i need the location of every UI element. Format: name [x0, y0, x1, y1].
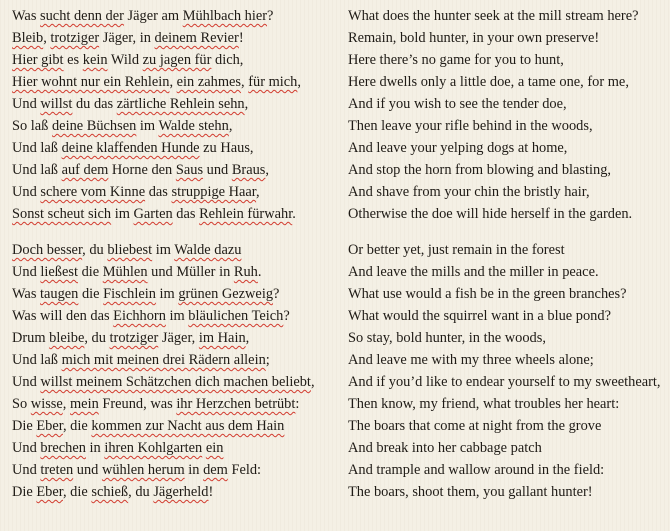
german-verse-line: Und willst du das zärtliche Rehlein sehn,	[12, 96, 249, 112]
english-verse-line: And break into her cabbage patch	[348, 440, 542, 456]
spellcheck-flagged-word[interactable]: kommen zur Nacht aus dem Hain	[91, 418, 285, 434]
english-verse-line: Here there’s no game for you to hunt,	[348, 52, 564, 68]
spellcheck-flagged-word[interactable]: bläulichen Teich	[188, 308, 284, 324]
german-verse-line: Was will den das Eichhorn im bläulichen Teich?	[12, 308, 290, 324]
german-verse-line: Drum bleibe, du trotziger Jäger, im Hain,	[12, 330, 250, 346]
spellcheck-flagged-word[interactable]: Fischlein	[103, 286, 156, 302]
german-verse-line: Und brechen in ihren Kohlgarten ein	[12, 440, 224, 456]
spellcheck-flagged-word[interactable]: Sonst scheut sich	[12, 206, 112, 222]
german-verse-line: So wisse, mein Freund, was ihr Herzchen betrübt:	[12, 396, 300, 412]
spellcheck-flagged-word[interactable]: Mühlen	[102, 264, 148, 280]
spellcheck-flagged-word[interactable]: trotziger	[50, 30, 100, 46]
spellcheck-flagged-word[interactable]: ihr Herzchen betrübt	[176, 396, 296, 412]
english-stanza-2	[348, 239, 666, 503]
spellcheck-flagged-word[interactable]: willst	[40, 96, 73, 112]
english-verse-line: Then leave your rifle behind in the woods,	[348, 118, 593, 134]
spellcheck-flagged-word[interactable]: wisse	[30, 396, 63, 412]
spellcheck-flagged-word[interactable]: Bleib	[12, 30, 44, 46]
spellcheck-flagged-word[interactable]: taugen	[40, 286, 79, 302]
spellcheck-flagged-word[interactable]: zärtliche Rehlein sehn	[116, 96, 245, 112]
spellcheck-flagged-word[interactable]: ihren Kohlgarten	[104, 440, 203, 456]
spellcheck-flagged-word[interactable]: Eber	[36, 484, 63, 500]
english-column	[348, 5, 666, 503]
spellcheck-flagged-word[interactable]: schieß	[91, 484, 129, 500]
spellcheck-flagged-word[interactable]: struppige Haar	[171, 184, 257, 200]
english-verse-line: And leave the mills and the miller in peace.	[348, 264, 599, 280]
english-verse-line: Then know, my friend, what troubles her heart:	[348, 396, 620, 412]
english-verse-line: What does the hunter seek at the mill stream here?	[348, 8, 639, 24]
english-verse-line: Here dwells only a little doe, a tame one, for me,	[348, 74, 629, 90]
german-stanza-2	[12, 239, 337, 503]
spellcheck-flagged-word[interactable]: deine Büchsen	[51, 118, 137, 134]
german-verse-line: Und laß mich mit meinen drei Rädern allein;	[12, 352, 270, 368]
spellcheck-flagged-word[interactable]: trotziger	[109, 330, 159, 346]
spellcheck-flagged-word[interactable]: Ruh	[233, 264, 258, 280]
german-verse-line: Und laß deine klaffenden Hunde zu Haus,	[12, 140, 254, 156]
spellcheck-flagged-word[interactable]: Jägerheld	[153, 484, 209, 500]
spellcheck-flagged-word[interactable]: Walde stehn	[158, 118, 229, 134]
english-verse-line: And stop the horn from blowing and blasting,	[348, 162, 612, 178]
german-verse-line: Bleib, trotziger Jäger, in deinem Revier!	[12, 30, 244, 46]
german-verse-line: Und ließest die Mühlen und Müller in Ruh.	[12, 264, 262, 280]
spellcheck-flagged-word[interactable]: Eichhorn	[113, 308, 166, 324]
spellcheck-flagged-word[interactable]: bliebest	[107, 242, 153, 258]
spellcheck-flagged-word[interactable]: Walde dazu	[174, 242, 242, 258]
german-verse-line: Und treten und wühlen herum in dem Feld:	[12, 462, 262, 478]
english-verse-line: And if you wish to see the tender doe,	[348, 96, 567, 112]
spellcheck-flagged-word[interactable]: ließest	[40, 264, 78, 280]
german-column	[12, 5, 337, 503]
german-verse-line: Die Eber, die kommen zur Nacht aus dem Hain	[12, 418, 285, 434]
spellcheck-flagged-word[interactable]: treten	[40, 462, 74, 478]
spellcheck-flagged-word[interactable]: brechen	[40, 440, 86, 456]
english-verse-line: And shave from your chin the bristly hair,	[348, 184, 590, 200]
english-verse-line: And leave me with my three wheels alone;	[348, 352, 594, 368]
spellcheck-flagged-word[interactable]: ein	[205, 440, 224, 456]
spellcheck-flagged-word[interactable]: im Hain	[198, 330, 246, 346]
spellcheck-flagged-word[interactable]: grünen Gezweig	[178, 286, 274, 302]
spellcheck-flagged-word[interactable]: Rehlein fürwahr	[199, 206, 293, 222]
spellcheck-flagged-word[interactable]: wühlen herum	[101, 462, 185, 478]
stanza-divider	[12, 225, 337, 239]
english-stanza-1	[348, 5, 666, 225]
english-verse-line: And if you’d like to endear yourself to my sweetheart,	[348, 374, 661, 390]
spellcheck-flagged-word[interactable]: für mich	[248, 74, 298, 90]
spellcheck-flagged-word[interactable]: Eber	[36, 418, 63, 434]
german-verse-line: Was sucht denn der Jäger am Mühlbach hier?	[12, 8, 274, 24]
spellcheck-flagged-word[interactable]: Hier wohnt nur ein Rehlein	[12, 74, 170, 90]
english-verse-line: The boars, shoot them, you gallant hunter!	[348, 484, 593, 500]
spellcheck-flagged-word[interactable]: Garten	[133, 206, 173, 222]
spellcheck-flagged-word[interactable]: zu jagen für	[142, 52, 212, 68]
german-verse-line: Hier wohnt nur ein Rehlein, ein zahmes, für mich,	[12, 74, 301, 90]
english-verse-line: What use would a fish be in the green branches?	[348, 286, 627, 302]
german-verse-line: Sonst scheut sich im Garten das Rehlein fürwahr.	[12, 206, 296, 222]
english-verse-line: Otherwise the doe will hide herself in the garden.	[348, 206, 633, 222]
german-verse-line: Und willst meinem Schätzchen dich machen beliebt,	[12, 374, 315, 390]
german-stanza-1	[12, 5, 337, 225]
english-verse-line: And trample and wallow around in the field:	[348, 462, 605, 478]
spellcheck-flagged-word[interactable]: auf dem	[61, 162, 109, 178]
spellcheck-flagged-word[interactable]: Doch besser	[12, 242, 83, 258]
spellcheck-flagged-word[interactable]: schere vom Kinne	[40, 184, 146, 200]
spellcheck-flagged-word[interactable]: willst meinem Schätzchen dich machen beliebt	[40, 374, 311, 390]
english-verse-line: So stay, bold hunter, in the woods,	[348, 330, 546, 346]
spellcheck-flagged-word[interactable]: ein zahmes	[176, 74, 242, 90]
spellcheck-flagged-word[interactable]: dem	[203, 462, 228, 478]
german-verse-line: Und laß auf dem Horne den Saus und Braus,	[12, 162, 270, 178]
german-verse-line: Die Eber, die schieß, du Jägerheld!	[12, 484, 214, 500]
english-verse-line: Remain, bold hunter, in your own preserve!	[348, 30, 600, 46]
spellcheck-flagged-word[interactable]: mich mit meinen drei Rädern allein	[61, 352, 266, 368]
english-verse-line: And leave your yelping dogs at home,	[348, 140, 568, 156]
spellcheck-flagged-word[interactable]: Saus	[175, 162, 204, 178]
spellcheck-flagged-word[interactable]: Braus	[231, 162, 266, 178]
german-verse-line: Und schere vom Kinne das struppige Haar,	[12, 184, 260, 200]
spellcheck-flagged-word[interactable]: bleibe	[49, 330, 85, 346]
english-verse-line: Or better yet, just remain in the forest	[348, 242, 565, 258]
spellcheck-flagged-word[interactable]: Hier gibt	[12, 52, 64, 68]
spellcheck-flagged-word[interactable]: sucht denn der	[40, 8, 124, 24]
english-verse-line: The boars that come at night from the grove	[348, 418, 602, 434]
spellcheck-flagged-word[interactable]: kein	[82, 52, 108, 68]
german-verse-line: Doch besser, du bliebest im Walde dazu	[12, 242, 242, 258]
english-verse-line: What would the squirrel want in a blue pond?	[348, 308, 611, 324]
stanza-divider	[348, 225, 666, 239]
german-verse-line: Was taugen die Fischlein im grünen Gezweig?	[12, 286, 280, 302]
spellcheck-flagged-word[interactable]: Mühlbach hier	[182, 8, 268, 24]
spellcheck-flagged-word[interactable]: deine klaffenden Hunde	[61, 140, 200, 156]
german-verse-line: Hier gibt es kein Wild zu jagen für dich,	[12, 52, 244, 68]
spellcheck-flagged-word[interactable]: mein	[69, 396, 99, 412]
spellcheck-flagged-word[interactable]: deinem Revier	[154, 30, 239, 46]
german-verse-line: So laß deine Büchsen im Walde stehn,	[12, 118, 233, 134]
